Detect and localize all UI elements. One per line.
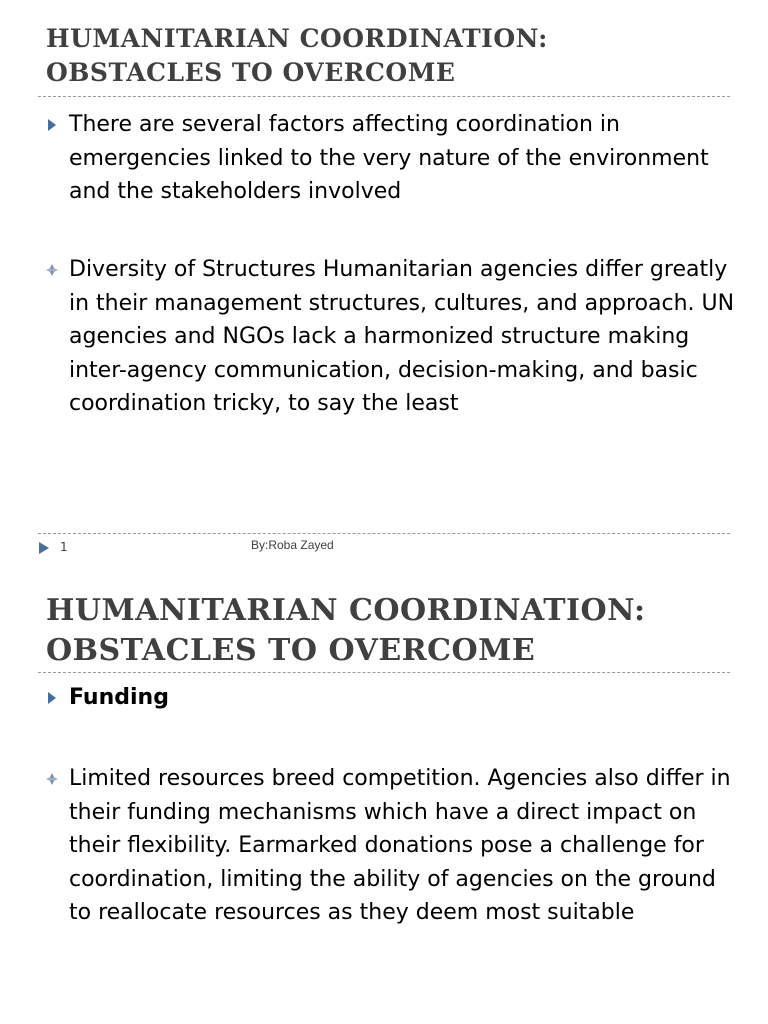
triangle-arrow-icon [46,118,58,132]
diamond-cross-icon [46,772,58,786]
bullet-text: Limited resources breed competition. Agencies also differ in their funding mechanisms which have a direct impact on their flexibility. Earmarked donations pose a challenge for coordination, limiting the ability of agencies on the ground to reallocate resources as they deem most suitable [69,766,731,925]
title-divider [38,96,730,97]
triangle-arrow-icon [46,691,58,705]
title-line-1: HUMANITARIAN COORDINATION: [46,24,548,53]
bullet-item [46,253,736,421]
slide-title [46,591,746,671]
title-divider [38,672,730,673]
diamond-cross-icon [46,263,58,277]
title-line-2: OBSTACLES TO OVERCOME [46,633,536,668]
slide-number: 1 [60,540,68,554]
slide-2 [0,565,768,1024]
title-line-1: HUMANITARIAN COORDINATION: [46,593,646,628]
bullet-text: Funding [69,685,169,710]
bullet-text: Diversity of Structures Humanitarian agencies differ greatly in their management structures, cultures, and approach. UN agencies and NGOs lack a harmonized structure making inter-agency communication, decision-making, and basic coordination tricky, to say the least [69,257,735,416]
title-line-2: OBSTACLES TO OVERCOME [46,58,456,87]
footer-divider [38,533,730,534]
bullet-item [46,762,736,930]
footer-author: By:Roba Zayed [251,538,334,552]
bullet-text: There are several factors affecting coordination in emergencies linked to the very nature of the environment and the stakeholders involved [69,112,709,204]
bullet-item [46,108,736,209]
slide-title [46,22,746,90]
bullet-item [46,681,736,715]
triangle-arrow-icon [38,541,50,555]
